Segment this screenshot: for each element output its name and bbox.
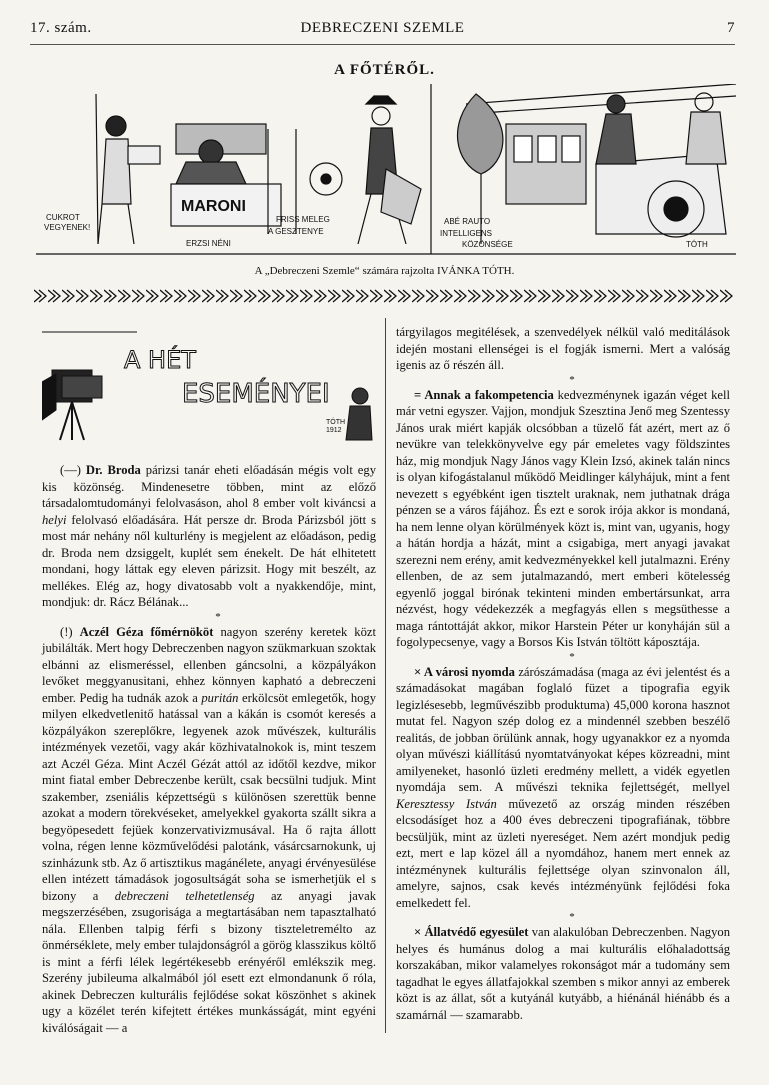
page-number: 7	[727, 20, 735, 36]
separator-star: *	[569, 911, 575, 923]
sign-vegyenek: VEGYENEK!	[44, 223, 91, 232]
sign-abe: ABÉ RAUTO	[444, 217, 491, 226]
header-rule	[30, 44, 735, 45]
separator-star: *	[569, 650, 575, 663]
cartoon-illustration	[36, 84, 736, 262]
item-nyomda: × A városi nyomda zárószámadása (maga az évi jelentést és a számadásokat magában foglaló füzet a tipografia egyik legizlésesebb, legművészibb produktuma) 45,000 korona hasznot mutat fel. Nagyon szép dolog ez a mindennél szebben beszélő realitás, de jobban örülünk annak, hogy ugyanakkor ez a nyomda olyan művészi kiállítású nyomtatványokat képes közreadni, mint amilyeneket, hasonló üzleti eredmény mellett, a vidék egyetlen nyomdája sem. A művészi teknika fejlettségét, mellyel Keresztessy István művezető az ország minden részében elcsodásíget hoz a 400 éves debreczeni tipografiának, többre becsüljük, mint az üzleti nyereséget. Nem azért mondjuk pedig ezt, mert e lap közel áll a nyomdához, hanem mert ennek az intézménynek kulturális fejlettsége olyan szinvonalon áll, amelyre, sajnos, csak kevés intézményünk fejlődési foka emelkedett fel.	[396, 664, 730, 910]
figure-caption: A „Debreczeni Szemle“ számára rajzolta IVÁNKA TÓTH.	[254, 265, 515, 277]
item-allatvedo: × Állatvédő egyesület van alakulóban Debreczenben. Nagyon helyes és humánus dolog a mai kulturális előhaladottság korszakában, mikor valamelyes rokonságot már a tudomány sem tagadhat le egyes állatfajokkal szemben s mikor annyi az emberek közt is az állat, sőt a kutyánál kutyább, a hiénánál hiénább és a szamárnál — szamarabb.	[396, 925, 730, 1022]
decorative-border	[34, 288, 734, 304]
artist-signature: TÓTH	[686, 240, 708, 249]
item-fakompetencia: = Annak a fakompetencia kedvezménynek igazán véget kell már vetni egyszer. Vajjon, mondjuk Szesztina Jenő meg Szentessy János urak miért kapják olcsóbban a tüzelő fát azért, mert az ő nevükre van telekkönyvelve egy pár emeletes vagy földszintes ház, mig mondjuk Nagy János vagy Klein Izsó, akinek talán nincs is olyan kifogástalanul működő Meidlinger kályhájuk, mint a fent nevezett s egyébként igen tisztelt uraknak, nem juthatnak drága pénzen se a város fájához. És ezt e sorok irója akkor is mondaná, ha nem lenne olyan körülmények közt is, mint van, ugyanis, hogy a hátán hordja a házát, mint a csigabiga, mert anyagi javakat szerezni nem erény, amit kedvezményekkel kell jutalmazni. Erény ellenben, de az sem jutalmazandó, mert emberi kötelesség egyenlő joggal birónak tekinteni minden embertársunkat, arra nézvést, hogy védekezzék a megfagyás ellen s megsüthesse a maga rántottáját akkor, mikor Harstein Péter ur konyháján sül a fogolypecsenye, vagy a Borsos Kis István töltött káposztája.	[396, 387, 730, 649]
journal-title: DEBRECZENI SZEMLE	[300, 20, 465, 36]
banner-line-1: A HÉT	[124, 346, 196, 374]
sign-maroni: MARONI	[181, 198, 246, 215]
left-column	[42, 462, 376, 1036]
item-aczel-continued: tárgyilagos megitélések, a szenvedélyek nélkül való meditálások idején mostani ellenségei is el fogják ismerni. Mert a valóság igenis az ő részén áll.	[396, 325, 730, 372]
sign-cukrot: CUKROT	[46, 213, 80, 222]
running-header	[30, 20, 735, 44]
sign-erzsi: ERZSI NÉNI	[186, 239, 231, 248]
section-banner	[42, 330, 376, 442]
banner-year: 1912	[326, 427, 342, 434]
banner-signature: TÓTH	[326, 419, 346, 426]
banner-line-2: ESEMÉNYEI	[182, 379, 330, 409]
item-aczel: (!) Aczél Géza főmérnököt nagyon szerény keretek közt jubilálták. Mert hogy Debreczenben nagyon szükmarkuan szoktak elbánni az elismeréssel, ellenben gáncsolni, a közpályákon levőket meggyanusitani, ehhez könnyen kapható a debreczeni ember. Pedig ha tudnák azok a puritán erkölcsöt emlegetők, hogy milyen elkedvetlenitő hatással van a kákán is csomót keresés a közpályákon szereplőkre, legyenek azok művészek, kulturális intézmények vezetői, vagy akár közhivatalnokok is, mint teszem azt Aczél Géza. Mint Aczél Gézát attól az időtől kezdve, mikor mint fiatal ember Debreczenbe került, csak becsülni tudjuk. Mint szakember, zseniális képzettségü s különösen szerettük benne azokat a modern törekvéseket, amelyekkel gyakorta szállt sikra a begyöpesedett fejüek konzervativizmusával. Ha ő rajta állott volna, régen lenne közművelődési palotánk, vásárcsarnokunk, uj szinházunk stb. Az ő artisztikus magánélete, anyagi érvényesülése ellen intézett támadások jogosultságát soha se ismerhetjük el s bizony a debreczeni telhetetlenség az anyagi javak megszerzésében, zsugorisága a megtartásában nem tapasztalható nála. Ellenben talpig férfi s bizony tiszteletremélto az önmérséklete, mely ember tulajdonságról a görög klasszikus költő is mint a férfi lélek legértékesebb erényéről emlékszik meg. Szerény jubileuma alkalmából jól esett ezt elmondanunk ő róla, akinek Debreczen kulturális fejlődése sokat köszönhet s akinek ugy a közélet terén kifejtett értékes munkásságát, mint egyéni kiválóságait — a	[42, 624, 377, 1035]
sign-friss: FRISS MELEG	[276, 215, 330, 224]
issue-number: 17. szám.	[30, 20, 92, 36]
separator-star: *	[215, 610, 221, 623]
sign-kozonsege: KÖZÖNSÉGE	[462, 240, 513, 249]
sign-gesztenye: A GESZTENYE	[268, 227, 324, 236]
separator-star: *	[569, 373, 575, 386]
figure-title: A FŐTÉRŐL.	[334, 62, 435, 78]
column-rule	[385, 318, 386, 1033]
sign-intelligens: INTELLIGENS	[440, 229, 493, 238]
right-column	[396, 324, 730, 1023]
item-broda: (—) Dr. Broda párizsi tanár eheti előadásán mégis volt egy kis közönség. Mindenesetre többen, mint az előző társadalomtudományi felolvasáson, ahol 8 ember volt kiváncsi a helyi felolvasó előadására. Hát persze dr. Broda Párizsból jött s most már nehány nől kulturlény is megjelent az előadáson, pedig dr. Broda nem dzsiggelt, kuplét sem énekelt. De hát elhitetett mondani, hogy láttak egy eleven párizsit. Hogy mit beszélt, az mellékes. Elég az, hogy divatosabb volt a nyakkendője, mint, mondjuk: dr. Rácz Bélának...	[42, 463, 376, 609]
